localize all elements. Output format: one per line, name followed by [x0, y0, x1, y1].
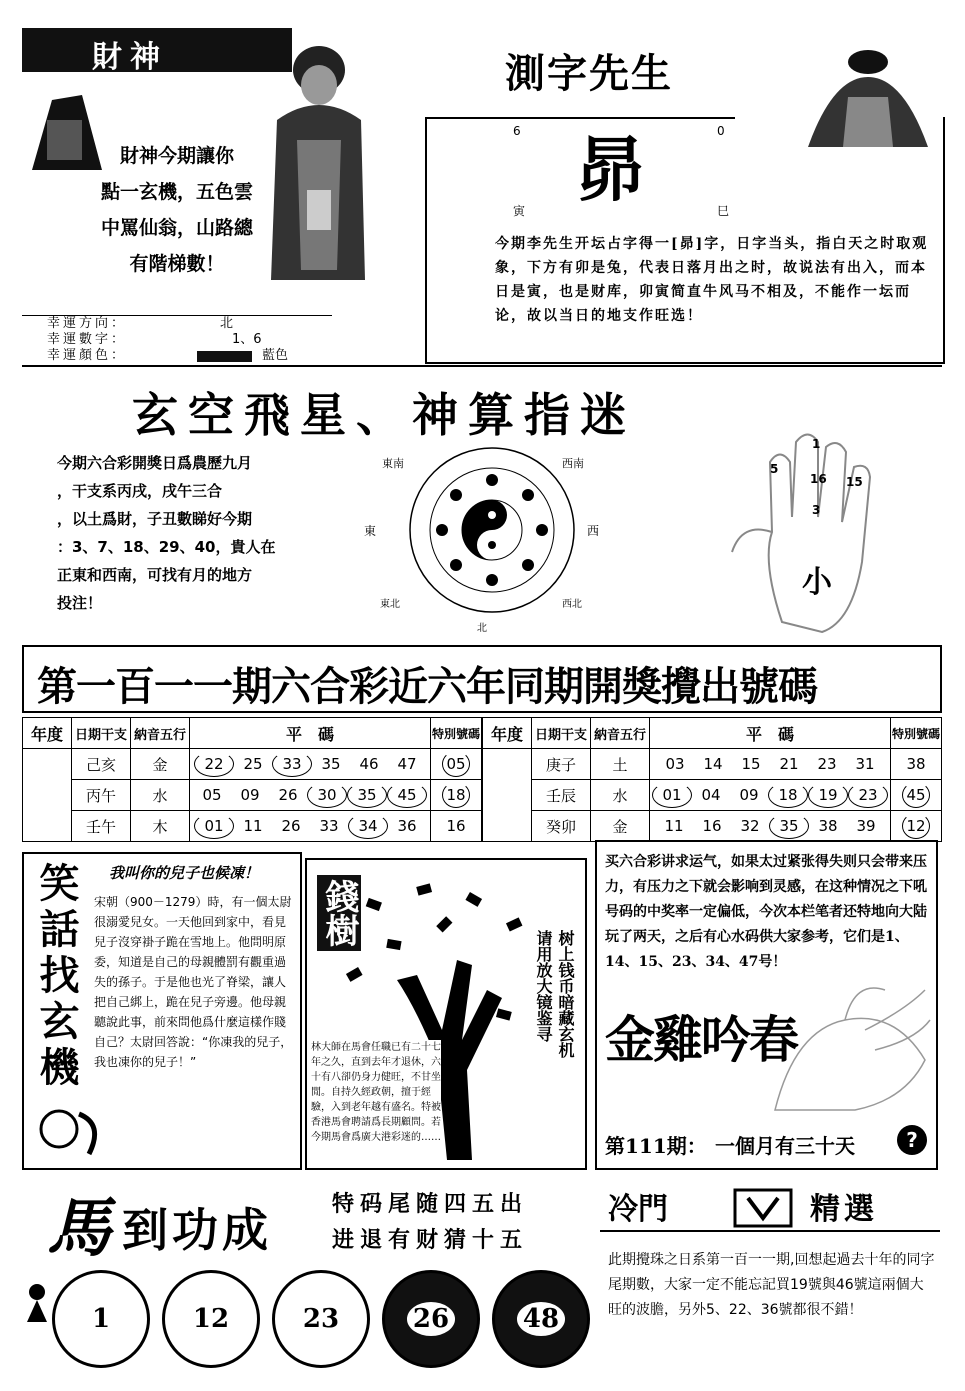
numbers-cell: [190, 749, 431, 780]
forecast-line: 正東和西南，可找有月的地方: [57, 566, 253, 584]
lottery-history-section: [22, 645, 942, 845]
ganzhi-cell: 壬午: [72, 811, 131, 842]
special-number: 45: [902, 782, 930, 808]
ball-number: 12: [192, 1304, 230, 1334]
table-header-row: [483, 718, 942, 749]
tree-title: 錢樹: [317, 875, 361, 951]
col-header: 年度: [23, 718, 72, 749]
title-rule: [600, 1230, 940, 1232]
compass-label: 西北: [562, 599, 582, 610]
element-cell: 水: [131, 780, 190, 811]
ganzhi-cell: 庚子: [532, 749, 591, 780]
number: 21: [779, 755, 799, 773]
number: 04: [701, 786, 721, 804]
picks-paragraph: 此期攪珠之日系第一百一一期,回想起過去十年的同字尾期數，大家一定不能忘記買19號與46號這兩個大旺的波膽，另外5、22、36號都很不錯！: [608, 1252, 935, 1318]
hand-character: 小: [802, 565, 832, 600]
tree-hint: 请用放大镜鉴寻: [534, 930, 553, 1042]
joke-panel: [22, 852, 302, 1170]
compass-label: 東: [364, 524, 377, 538]
number: 30: [307, 782, 347, 808]
feng-shui-panel: [22, 365, 942, 640]
character-reader-panel: [425, 12, 950, 364]
rooster-panel: [595, 840, 942, 1170]
special-cell: 38: [891, 749, 942, 780]
number: 15: [741, 755, 761, 773]
number: 34: [348, 813, 388, 839]
table-header-row: [23, 718, 482, 749]
number: 05: [202, 786, 222, 804]
element-cell: 金: [591, 811, 650, 842]
lucky-row: [22, 316, 332, 332]
lottery-ball: [382, 1270, 480, 1368]
number: 33: [272, 751, 312, 777]
forecast-text: [57, 449, 357, 617]
forecast-line: 今期六合彩開獎日爲農歷九月: [57, 454, 253, 472]
ganzhi-cell: 壬辰: [532, 780, 591, 811]
joke-headline: 我叫你的兒子也候凍！: [109, 864, 260, 882]
poem-line: 點一玄機，五色雲: [100, 181, 253, 203]
lucky-info-box: [22, 315, 332, 366]
numbers-cell: [650, 811, 891, 842]
year-cell: [23, 749, 72, 842]
col-header: 日期干支: [532, 718, 591, 749]
ganzhi-cell: 癸卯: [532, 811, 591, 842]
number: 36: [397, 817, 417, 835]
title-text: 到功成: [122, 1203, 272, 1257]
tree-hint: 树上钱币暗藏玄机: [556, 930, 575, 1058]
number: 14: [703, 755, 723, 773]
section-title: 第一百一一期六合彩近六年同期開獎攪出號碼: [37, 664, 817, 710]
number: 26: [281, 817, 301, 835]
special-cell: [891, 780, 942, 811]
col-header: 平 碼: [650, 718, 891, 749]
number: 35: [769, 813, 809, 839]
year-cell: [483, 749, 532, 842]
badge-icon: [733, 1188, 793, 1228]
number: 11: [664, 817, 684, 835]
corner-mark: 寅: [513, 204, 526, 218]
coins-illustration: [34, 1094, 114, 1164]
figure-icon: [22, 1282, 52, 1322]
cold-picks-panel: [600, 1180, 942, 1380]
number: 18: [768, 782, 808, 808]
number: 47: [397, 755, 417, 773]
compass-wheel: [407, 445, 577, 615]
element-cell: 金: [131, 749, 190, 780]
table-row: [483, 749, 942, 780]
compass-label: 西南: [562, 457, 584, 470]
poem-line: 中罵仙翁，山路總: [100, 217, 253, 239]
compass-label: 北: [477, 623, 487, 634]
element-cell: 水: [591, 780, 650, 811]
results-table-right: [482, 717, 942, 842]
forecast-line: 投注！: [57, 594, 103, 612]
ganzhi-cell: 丙午: [72, 780, 131, 811]
number: 33: [319, 817, 339, 835]
tree-caption: 林大師在馬會任職已有二十七年之久，直到去年才退休，六十有八卻仍身力健旺，不甘坐閒。自持久經政朝，擅于經驗，入到老年越有盛名。特被香港馬會聘請爲長期顧問。若今期馬會爲廣大港彩迷的……: [311, 1042, 441, 1143]
number: 39: [856, 817, 876, 835]
number: 31: [855, 755, 875, 773]
special-number: 05: [442, 751, 470, 777]
ball-number: 1: [91, 1304, 111, 1334]
col-header: 年度: [483, 718, 532, 749]
special-number: 12: [902, 813, 930, 839]
number: 32: [740, 817, 760, 835]
lucky-row: [22, 348, 332, 364]
lottery-ball: [492, 1270, 590, 1368]
number: 11: [243, 817, 263, 835]
money-tree-panel: [305, 858, 587, 1170]
col-header: 納音五行: [591, 718, 650, 749]
lucky-label: 幸運方向：: [47, 316, 128, 331]
element-cell: 土: [591, 749, 650, 780]
title-left: 冷門: [608, 1192, 668, 1227]
numbers-cell: [190, 780, 431, 811]
number: 45: [387, 782, 427, 808]
compass-label: 東南: [382, 457, 404, 470]
number: 25: [243, 755, 263, 773]
panel-title: 測字先生: [505, 50, 673, 97]
table-row: [23, 749, 482, 780]
lottery-ball: [52, 1270, 150, 1368]
special-cell: [431, 780, 482, 811]
ball-number: 23: [302, 1304, 340, 1334]
joke-body: 宋朝（900－1279）時，有一個太尉很溺愛兒女。一天他回到家中，看見兒子沒穿褂子跪在雪地上。他問明原委，知道是自己的母親體罰有觀重過失的孫子。于是他也光了脊梁，讓人把自己綁上，跪在兒子旁邊。他母親聽說此事，前來問他爲什麼這樣作賤自己？太尉回答說：“你凍我的兒子，我也凍你的兒子！”: [94, 895, 293, 1069]
lucky-value: 1、6: [232, 332, 262, 347]
hand-number: 16: [810, 472, 827, 486]
number: 23: [848, 782, 888, 808]
number: 09: [739, 786, 759, 804]
ball-number: 26: [407, 1302, 455, 1336]
poem-block: [77, 138, 277, 282]
corner-mark: 巳: [717, 204, 730, 218]
number: 35: [347, 782, 387, 808]
lucky-label: 幸運顏色：: [47, 348, 128, 363]
col-header: 納音五行: [131, 718, 190, 749]
rooster-paragraph: 买六合彩讲求运气，如果太过紧张得失则只会带来压力，有压力之下就会影响到灵感，在这种情况之下吼号码的中奖率一定偏低，今次本栏笔者还特地向大陆玩了两天，之后有心水码供大家参考，它们是1、14、15、23、34、47号！: [605, 854, 927, 970]
panel-header-text: 財神: [92, 40, 168, 75]
hand-illustration: [722, 422, 917, 637]
corner-mark: 0: [717, 124, 725, 138]
issue-label: 第111期：: [605, 1134, 707, 1158]
lucky-label: 幸運數字：: [47, 332, 128, 347]
number: 38: [818, 817, 838, 835]
ball-number: 48: [517, 1302, 565, 1336]
numbers-cell: [650, 780, 891, 811]
number: 01: [652, 782, 692, 808]
poem-line: 特码尾随四五出: [332, 1192, 529, 1217]
table-row: [23, 811, 482, 842]
numbers-cell: [190, 811, 431, 842]
lucky-row: [22, 332, 332, 348]
special-number: 18: [442, 782, 470, 808]
number: 35: [321, 755, 341, 773]
title-big-char: 馬: [47, 1191, 111, 1266]
forecast-line: ，干支系丙戌，戌午三合: [57, 482, 223, 500]
number: 23: [817, 755, 837, 773]
number: 22: [194, 751, 234, 777]
lucky-value: 藍色: [262, 348, 289, 363]
color-swatch: [197, 351, 252, 362]
col-header: 平 碼: [190, 718, 431, 749]
number: 03: [665, 755, 685, 773]
hand-number: 15: [846, 475, 863, 489]
forecast-line: ：3、7、18、29、40，貴人在: [57, 538, 276, 556]
col-header: 特別號碼: [431, 718, 482, 749]
number: 46: [359, 755, 379, 773]
featured-character: 昴: [575, 128, 645, 211]
side-title: 笑話找玄機: [33, 862, 79, 1092]
forecast-line: ，以土爲財，子丑數睇好今期: [57, 510, 253, 528]
rooster-title: 金雞吟春: [605, 1011, 797, 1069]
compass-label: 東北: [380, 599, 400, 610]
title-right: 精選: [810, 1192, 878, 1227]
element-cell: 木: [131, 811, 190, 842]
special-cell: 16: [431, 811, 482, 842]
lottery-ball: [162, 1270, 260, 1368]
col-header: 特別號碼: [891, 718, 942, 749]
number: 01: [194, 813, 234, 839]
hand-number: 3: [812, 503, 821, 517]
horse-success-panel: [22, 1172, 592, 1384]
ganzhi-cell: 己亥: [72, 749, 131, 780]
riddle-text: 一個月有三十天: [715, 1134, 855, 1158]
poem-line: 有階梯數！: [129, 253, 225, 275]
number: 16: [702, 817, 722, 835]
results-table-left: [22, 717, 482, 842]
table-row: [483, 780, 942, 811]
hand-number: 5: [770, 462, 779, 476]
lottery-ball: [272, 1270, 370, 1368]
fortune-god-panel: [22, 20, 340, 362]
special-cell: [431, 749, 482, 780]
number: 09: [240, 786, 260, 804]
corner-mark: 6: [513, 124, 521, 138]
numbers-cell: [650, 749, 891, 780]
number: 26: [278, 786, 298, 804]
hand-number: 1: [812, 437, 821, 451]
lucky-value: 北: [220, 316, 234, 331]
question-icon: ?: [897, 1125, 927, 1155]
number: 19: [808, 782, 848, 808]
poem-block: [332, 1187, 528, 1259]
table-row: [483, 811, 942, 842]
col-header: 日期干支: [72, 718, 131, 749]
compass-label: 西: [587, 524, 600, 538]
table-row: [23, 780, 482, 811]
special-cell: [891, 811, 942, 842]
analysis-paragraph: 今期李先生开坛占字得一[昴]字，日字当头，指白天之时取观象，下方有卯是兔，代表日落月出之时，故说法有出入，而本日是寅，也是财库，卯寅简直牛风马不相及，不能作一坛而论，故以当日的地支作旺选！: [495, 236, 929, 324]
poem-line: 进退有财猜十五: [332, 1228, 529, 1253]
section-title: 玄空飛星、神算指迷: [132, 388, 636, 442]
poem-line: 財神今期讓你: [119, 145, 234, 167]
